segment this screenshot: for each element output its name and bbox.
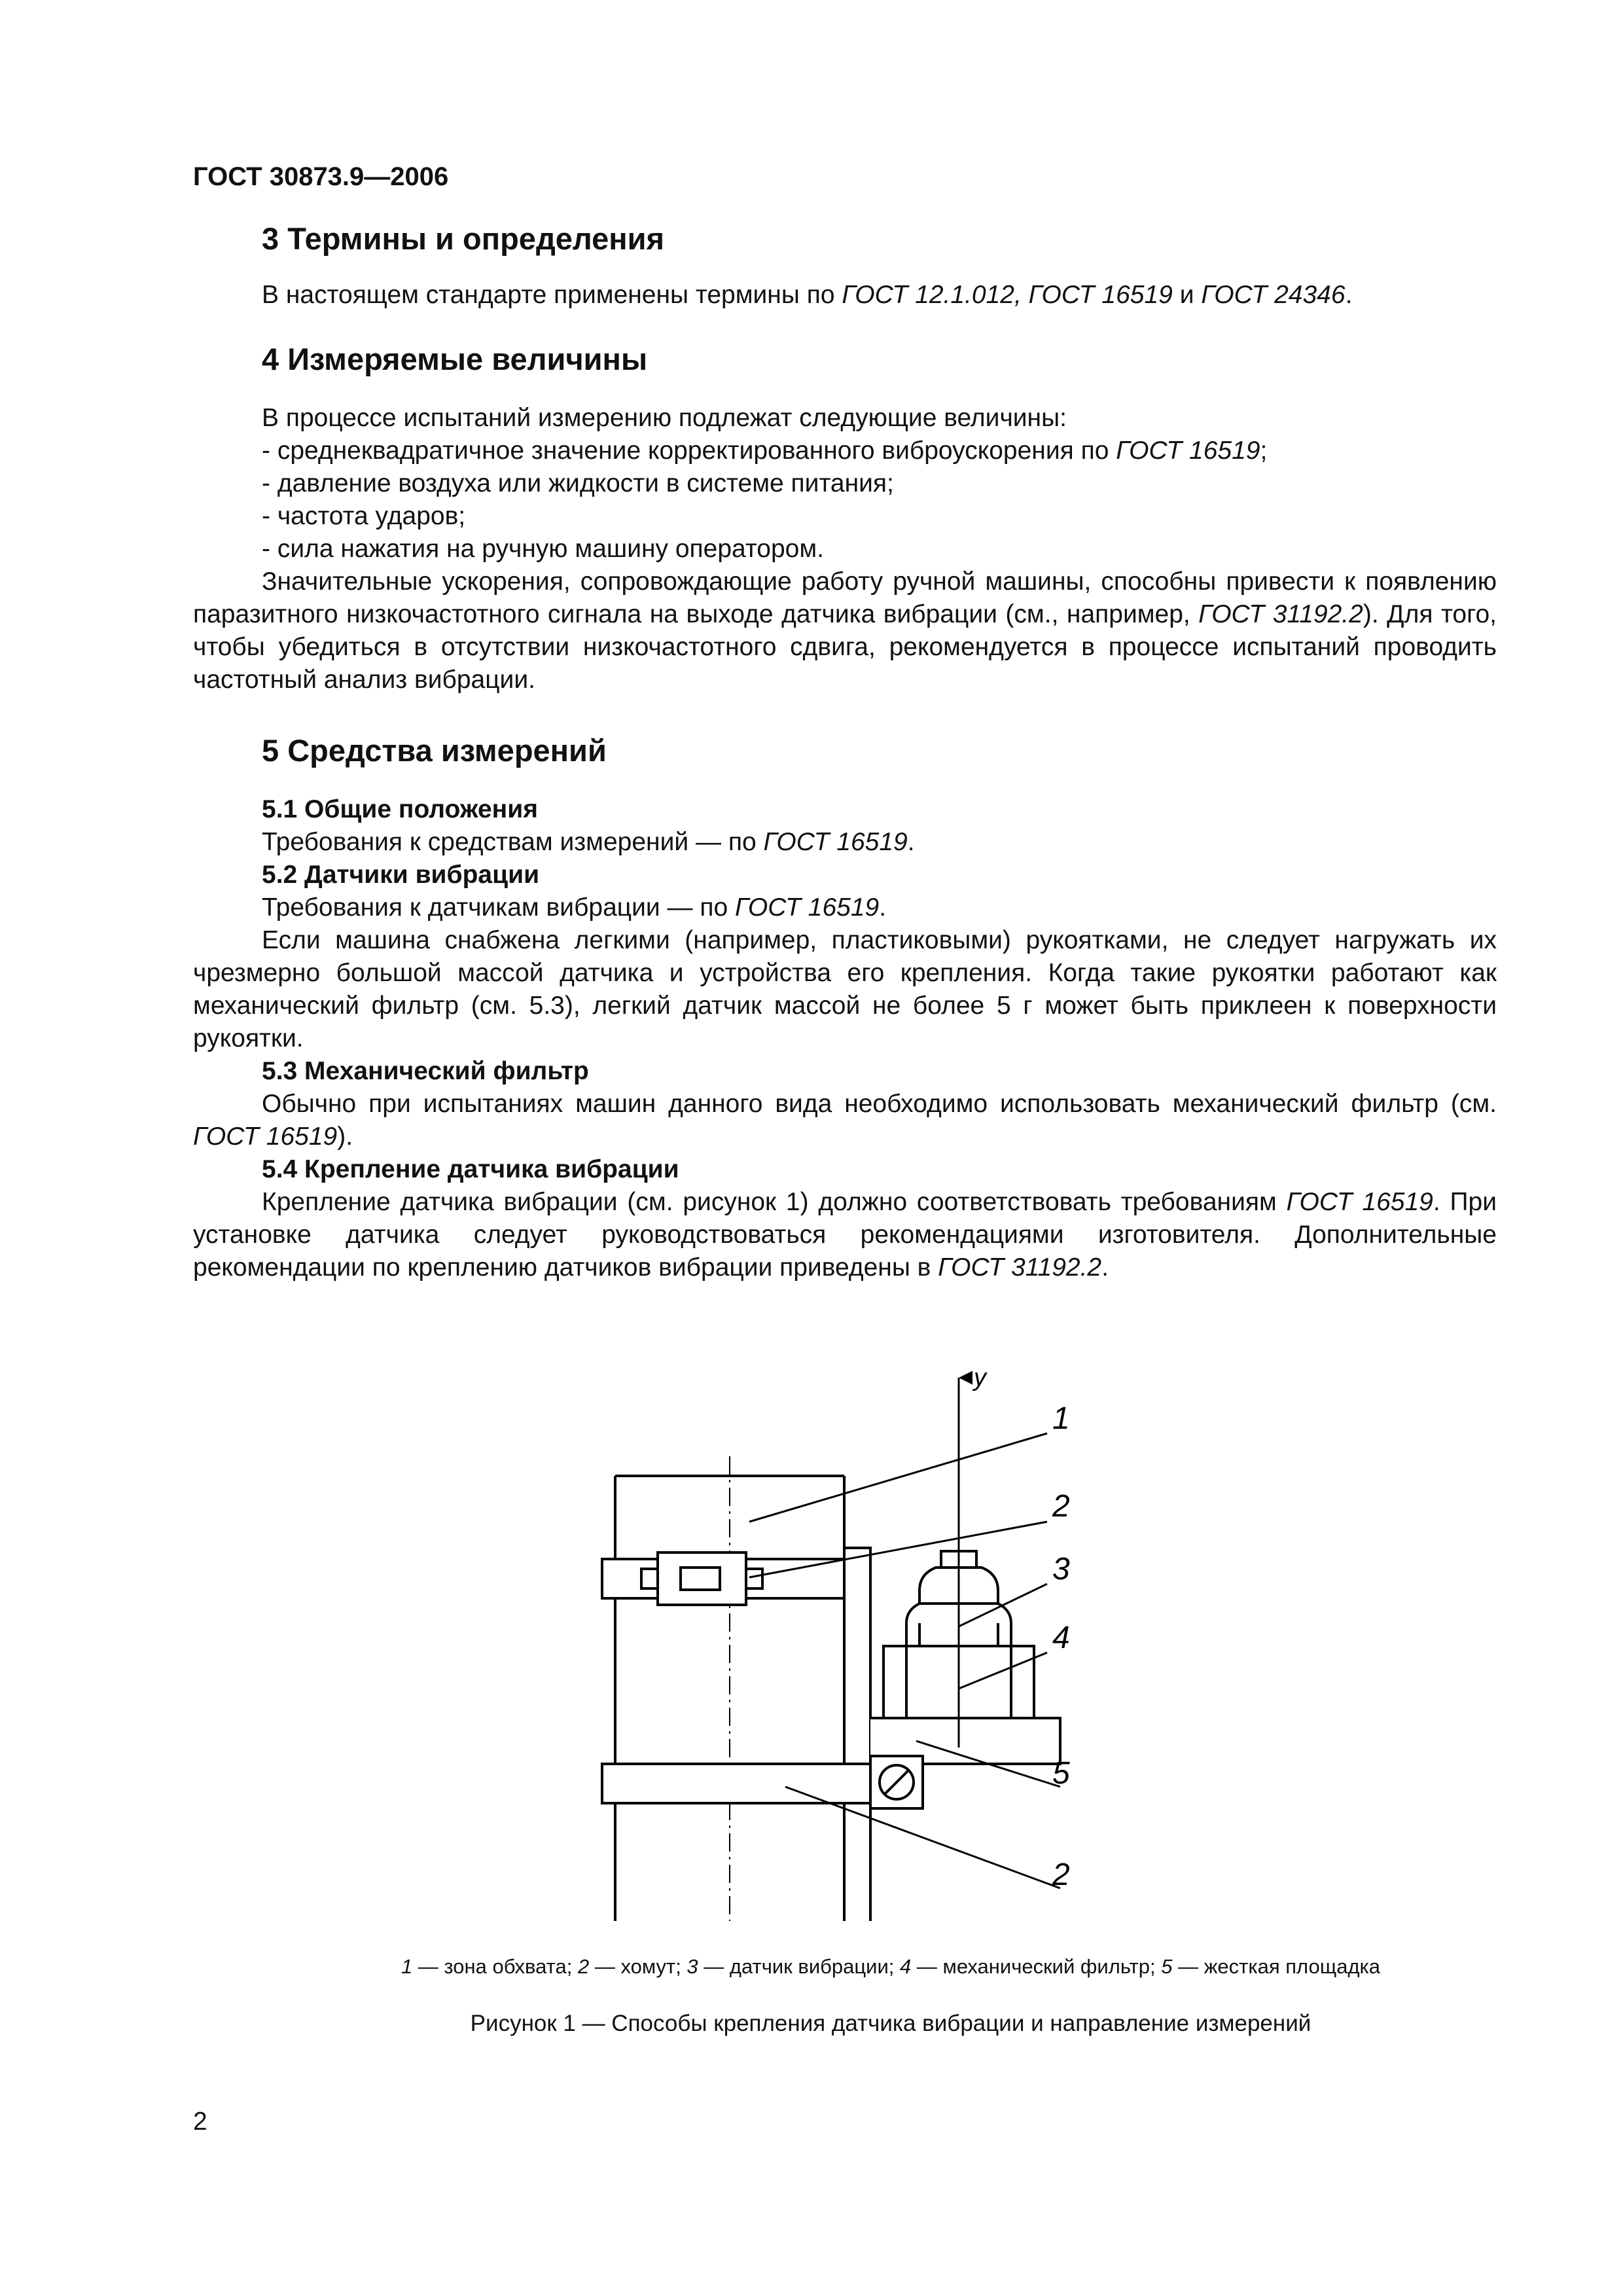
subsection-5-4-text: Крепление датчика вибрации (см. рисунок 1) должно соответствовать требованиям ГОСТ 16519. При установке датчика следует руководствоваться рекомендациями изготовителя. Дополнительные рекомендации по креплению датчиков вибрации приведены в ГОСТ 31192.2. bbox=[193, 1188, 1497, 1282]
figure-1-drawing bbox=[550, 1365, 1099, 1921]
figure-label-3: 3 bbox=[1052, 1552, 1070, 1587]
y-axis-label: y bbox=[974, 1365, 986, 1391]
page-number: 2 bbox=[193, 2108, 207, 2136]
figure-label-1: 1 bbox=[1052, 1401, 1070, 1436]
subsection-5-3-text: Обычно при испытаниях машин данного вида необходимо использовать механический фильтр (см. ГОСТ 16519). bbox=[193, 1090, 1497, 1151]
document-header: ГОСТ 30873.9—2006 bbox=[193, 162, 449, 191]
document-body bbox=[193, 223, 1497, 1284]
figure-label-2-lower: 2 bbox=[1052, 1857, 1070, 1892]
list-item: - среднеквадратичное значение корректированного виброускорения по ГОСТ 16519; bbox=[262, 437, 1268, 465]
subsection-5-2-paragraph: Если машина снабжена легкими (например, пластиковыми) рукоятками, не следует нагружать их чрезмерно большой массой датчика и устройства его крепления. Когда такие рукоятки работают как механический фильтр (см. 5.3), легкий датчик массой не более 5 г может быть приклеен к поверхности рукоятки. bbox=[193, 926, 1497, 1052]
figure-1 bbox=[550, 1365, 1099, 1921]
subsection-5-4-title: 5.4 Крепление датчика вибрации bbox=[262, 1155, 679, 1183]
list-item: - частота ударов; bbox=[262, 502, 466, 530]
section-3-title: 3 Термины и определения bbox=[262, 221, 664, 256]
section-4-paragraph: Значительные ускорения, сопровождающие работу ручной машины, способны привести к появлению паразитного низкочастотного сигнала на выходе датчика вибрации (см., например, ГОСТ 31192.2). Для того, чтобы убедиться в отсутствии низкочастотного сдвига, рекомендуется в процессе испытаний проводить частотный анализ вибрации. bbox=[193, 567, 1497, 694]
subsection-5-1-title: 5.1 Общие положения bbox=[262, 795, 538, 823]
figure-label-5: 5 bbox=[1052, 1756, 1070, 1791]
figure-legend: 1 — зона обхвата; 2 — хомут; 3 — датчик вибрации; 4 — механический фильтр; 5 — жесткая площадка bbox=[401, 1955, 1381, 1978]
section-4-title: 4 Измеряемые величины bbox=[262, 342, 648, 376]
subsection-5-2-text: Требования к датчикам вибрации — по ГОСТ 16519. bbox=[262, 893, 887, 922]
section-4-intro: В процессе испытаний измерению подлежат следующие величины: bbox=[262, 404, 1067, 432]
figure-label-4: 4 bbox=[1052, 1621, 1070, 1655]
subsection-5-1-text: Требования к средствам измерений — по ГОСТ 16519. bbox=[262, 828, 915, 856]
subsection-5-2-title: 5.2 Датчики вибрации bbox=[262, 861, 540, 889]
figure-label-2: 2 bbox=[1052, 1489, 1070, 1524]
section-5-title: 5 Средства измерений bbox=[262, 733, 607, 768]
subsection-5-3-title: 5.3 Механический фильтр bbox=[262, 1057, 589, 1085]
section-3-paragraph: В настоящем стандарте применены термины по ГОСТ 12.1.012, ГОСТ 16519 и ГОСТ 24346. bbox=[262, 281, 1353, 309]
list-item: - давление воздуха или жидкости в системе питания; bbox=[262, 469, 894, 497]
figure-caption: Рисунок 1 — Способы крепления датчика вибрации и направление измерений bbox=[470, 2011, 1311, 2036]
list-item: - сила нажатия на ручную машину оператором. bbox=[262, 535, 825, 563]
